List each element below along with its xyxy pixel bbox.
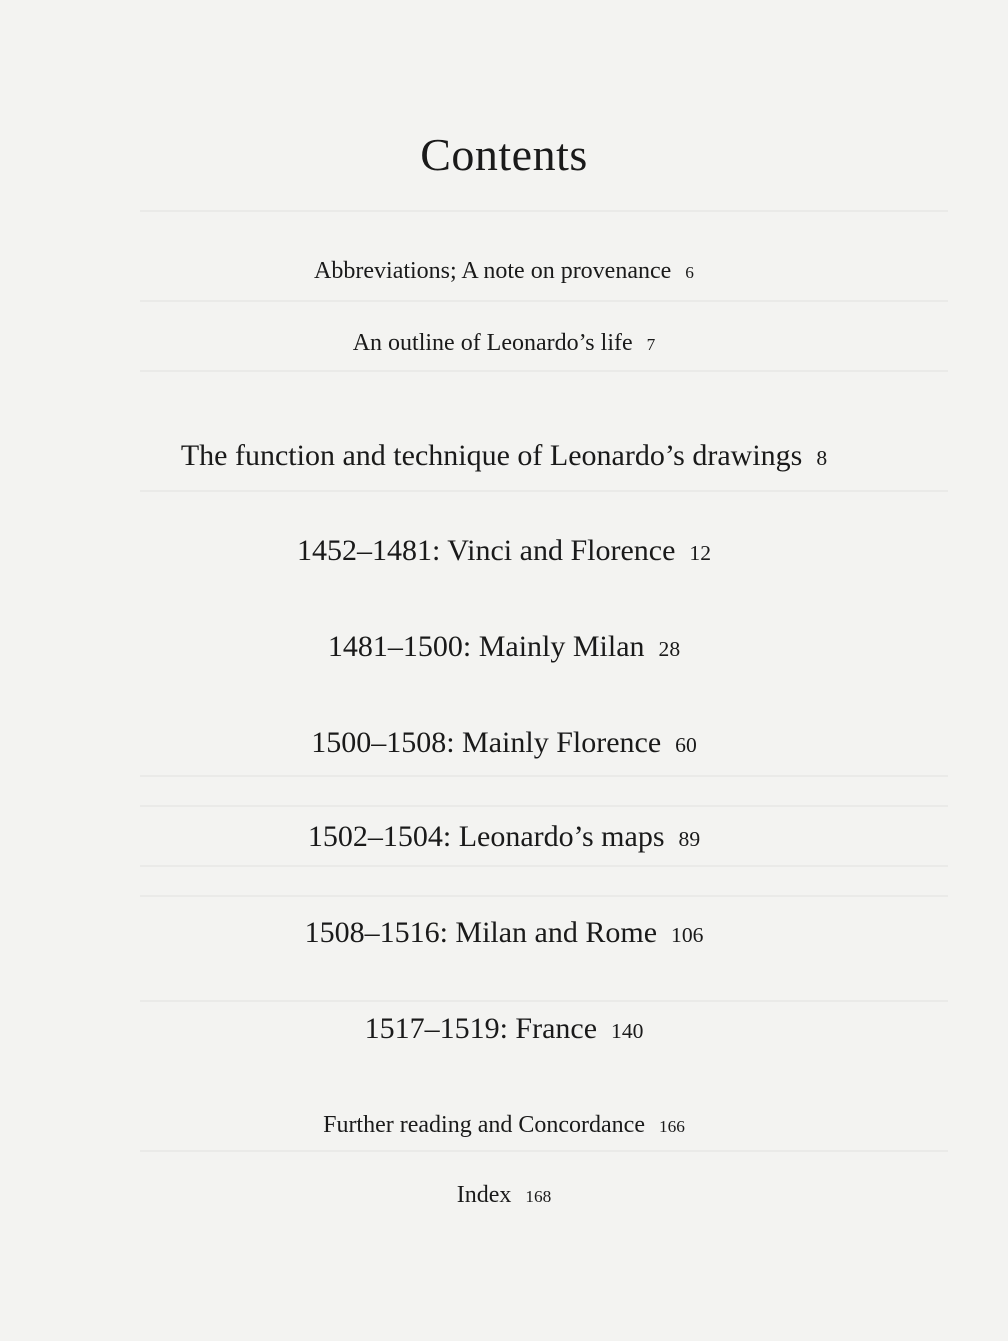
toc-entry-label: 1517–1519: France	[364, 1012, 598, 1045]
toc-entry-label: An outline of Leonardo’s life	[352, 330, 633, 356]
toc-entry-page: 60	[675, 733, 697, 757]
toc-entry-label: 1500–1508: Mainly Florence	[311, 726, 662, 759]
toc-entry-label: 1452–1481: Vinci and Florence	[296, 534, 676, 567]
toc-entry[interactable]	[0, 726, 1008, 760]
toc-entry[interactable]	[0, 1012, 1008, 1046]
toc-entry-page: 28	[658, 637, 681, 661]
toc-entry-label: The function and technique of Leonardo’s drawings	[180, 439, 803, 472]
toc-entry[interactable]	[0, 1112, 1008, 1139]
toc-entry-label: Further reading and Concordance	[323, 1112, 645, 1138]
toc-entry-page: 140	[611, 1019, 644, 1043]
toc-entry-label: 1481–1500: Mainly Milan	[327, 630, 645, 663]
toc-entry-page: 6	[685, 263, 694, 282]
page-title: Contents	[420, 129, 588, 180]
toc-entry[interactable]	[0, 1182, 1008, 1209]
toc-entry-label: Index	[456, 1182, 512, 1208]
toc-entry-page: 7	[646, 335, 656, 354]
toc-entry-page: 168	[525, 1187, 552, 1206]
toc-entry[interactable]	[0, 630, 1008, 664]
toc-entry-page: 89	[678, 827, 701, 851]
toc-entry[interactable]	[0, 820, 1008, 854]
toc-entry[interactable]	[0, 330, 1008, 357]
toc-entry[interactable]	[0, 916, 1008, 950]
toc-entry[interactable]	[0, 534, 1008, 568]
toc-entry-page: 12	[689, 541, 711, 565]
toc-entry-label: Abbreviations; A note on provenance	[314, 258, 672, 284]
toc-entry[interactable]	[0, 439, 1008, 473]
toc-entry-page: 166	[658, 1117, 685, 1136]
toc-entry-label: 1508–1516: Milan and Rome	[304, 916, 658, 949]
toc-entry-label: 1502–1504: Leonardo’s maps	[307, 820, 665, 853]
toc-entry-page: 106	[671, 923, 704, 947]
toc-entry[interactable]	[0, 258, 1008, 285]
toc-entry-page: 8	[816, 446, 828, 470]
